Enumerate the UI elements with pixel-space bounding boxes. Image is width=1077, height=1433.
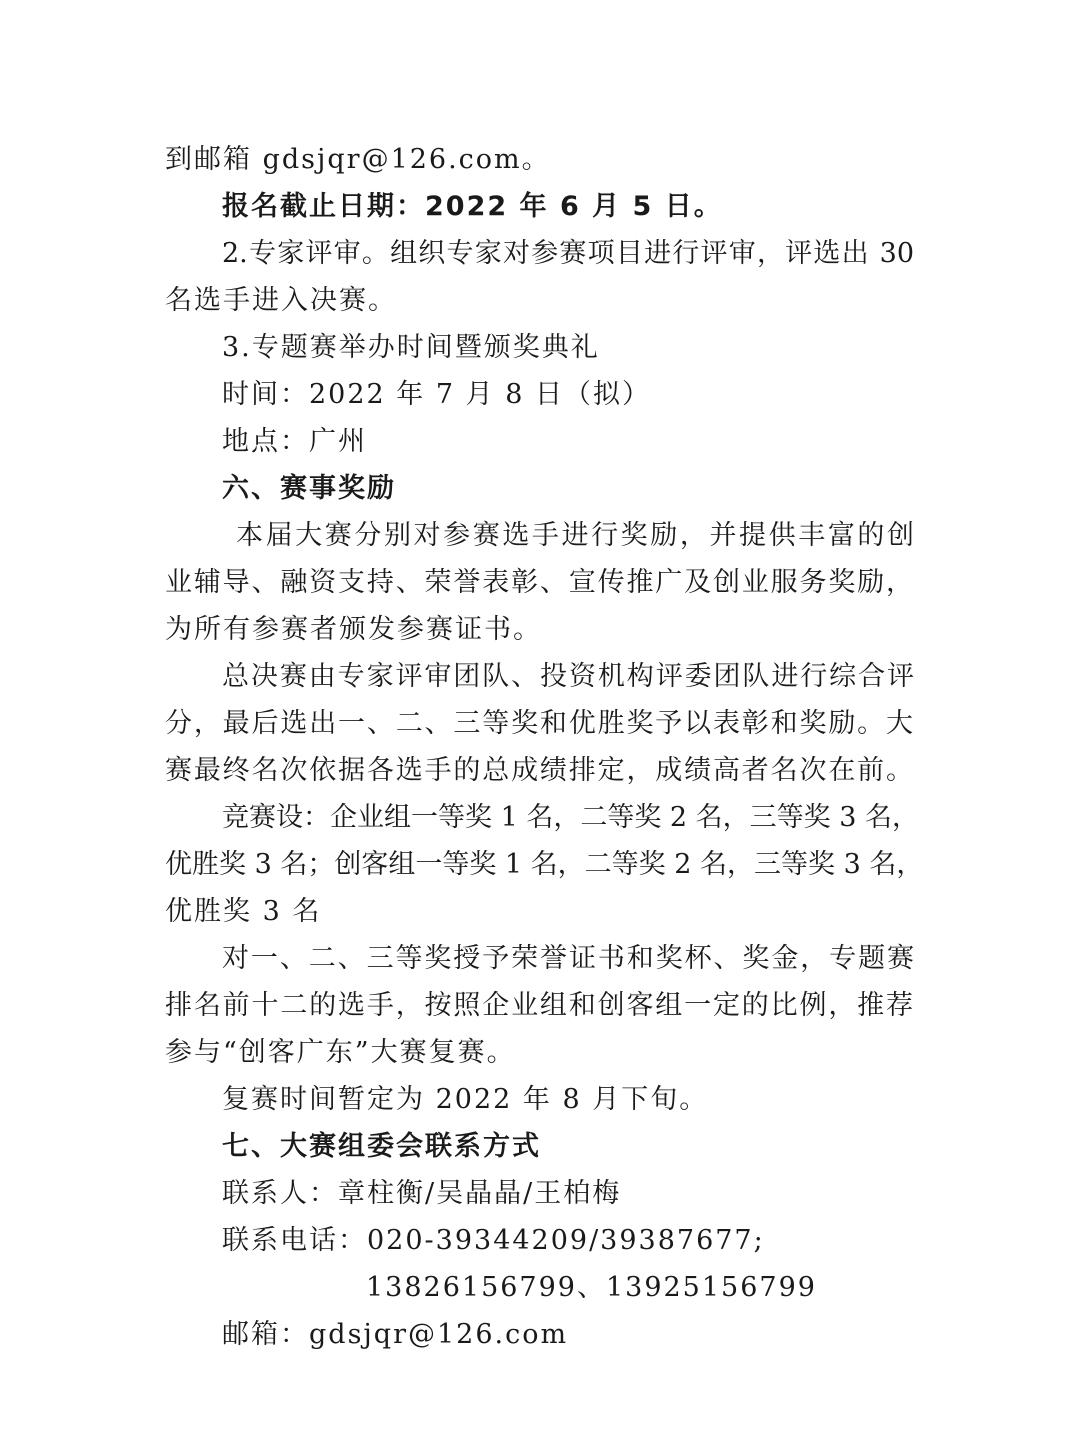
awards-paragraph-2-line-3: 赛最终名次依据各选手的总成绩排定，成绩高者名次在前。	[165, 755, 913, 786]
semifinal-time: 复赛时间暂定为 2022 年 8 月下旬。	[222, 1084, 709, 1115]
expert-review-line-2: 名选手进入决赛。	[165, 285, 397, 316]
ceremony-time: 时间：2022 年 7 月 8 日（拟）	[222, 379, 651, 410]
section-heading-contact: 七、大赛组委会联系方式	[222, 1131, 541, 1162]
contact-mobile: 13826156799、13925156799	[366, 1272, 817, 1303]
registration-deadline: 报名截止日期：2022 年 6 月 5 日。	[222, 191, 723, 222]
ceremony-heading: 3.专题赛举办时间暨颁奖典礼	[222, 332, 600, 363]
competition-setup-line-2: 优胜奖 3 名；创客组一等奖 1 名，二等奖 2 名，三等奖 3 名，	[165, 849, 924, 880]
awards-paragraph-2-line-1: 总决赛由专家评审团队、投资机构评委团队进行综合评	[222, 661, 914, 692]
awards-paragraph-2-line-2: 分，最后选出一、二、三等奖和优胜奖予以表彰和奖励。大	[165, 708, 913, 739]
prize-details-line-2: 排名前十二的选手，按照企业组和创客组一定的比例，推荐	[165, 990, 913, 1021]
prize-details-line-3: 参与“创客广东”大赛复赛。	[165, 1037, 516, 1068]
ceremony-location: 地点：广州	[222, 426, 367, 457]
contact-persons: 联系人：章柱衡/吴晶晶/王柏梅	[222, 1178, 622, 1209]
expert-review-line-1: 2.专家评审。组织专家对参赛项目进行评审，评选出 30	[222, 238, 914, 269]
awards-paragraph-1-line-2: 业辅导、融资支持、荣誉表彰、宣传推广及创业服务奖励，	[165, 567, 913, 598]
awards-paragraph-1-line-1: 本届大赛分别对参赛选手进行奖励，并提供丰富的创	[236, 520, 914, 551]
prize-details-line-1: 对一、二、三等奖授予荣誉证书和奖杯、奖金，专题赛	[222, 943, 914, 974]
competition-setup-line-1: 竞赛设：企业组一等奖 1 名，二等奖 2 名，三等奖 3 名，	[222, 802, 920, 833]
contact-email: 邮箱：gdsjqr@126.com	[222, 1319, 569, 1350]
competition-setup-line-3: 优胜奖 3 名	[165, 896, 322, 927]
section-heading-awards: 六、赛事奖励	[222, 473, 396, 504]
awards-paragraph-1-line-3: 为所有参赛者颁发参赛证书。	[165, 614, 542, 645]
email-continuation-line: 到邮箱 gdsjqr@126.com。	[165, 144, 551, 175]
contact-phone: 联系电话：020-39344209/39387677;	[222, 1225, 765, 1256]
